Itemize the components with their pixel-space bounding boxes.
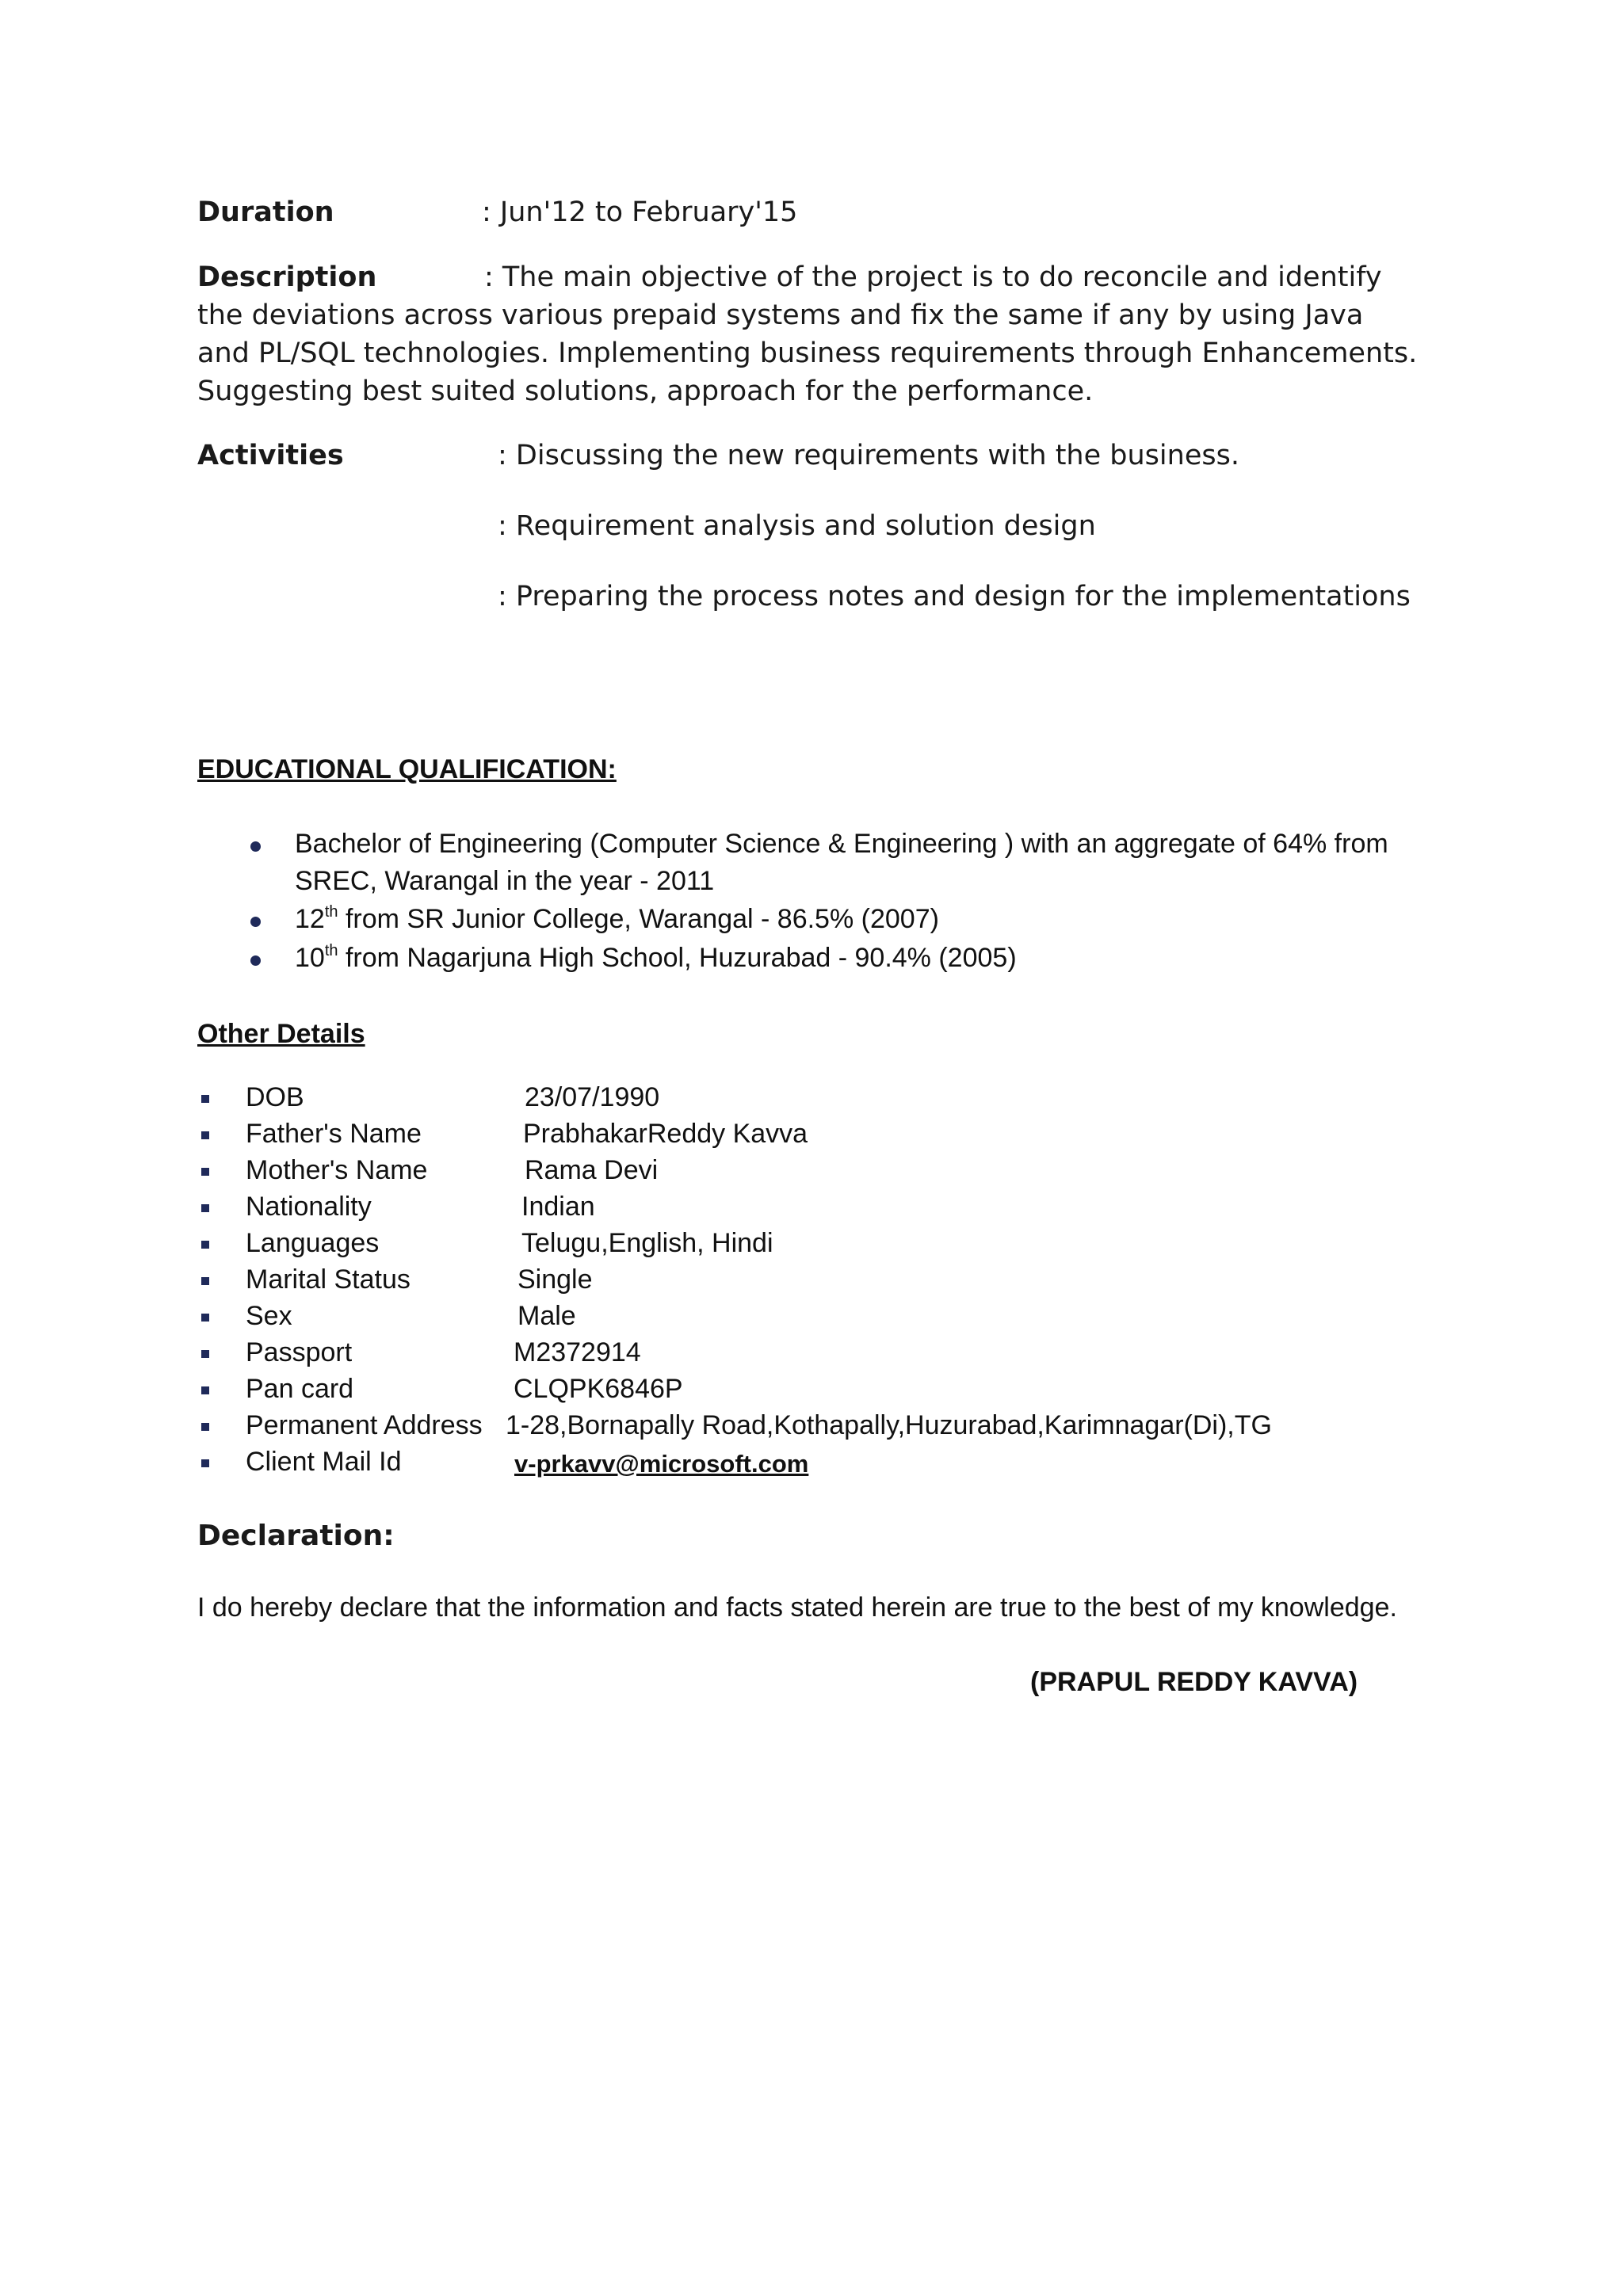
detail-label: Languages [246,1228,380,1258]
declaration-heading: Declaration: [197,1520,395,1552]
activity-item: : Preparing the process notes and design for the implementations [498,581,1411,612]
grade-number: 10 [295,943,325,973]
bullet-icon [250,955,261,966]
detail-label: DOB [246,1082,304,1112]
detail-label: Marital Status [246,1264,411,1295]
declaration-text: I do hereby declare that the information and facts stated herein are true to the best of my knowledge. [197,1592,1397,1623]
bullet-icon [201,1350,209,1358]
bullet-icon [201,1095,209,1103]
bullet-icon [201,1386,209,1394]
detail-value: Male [517,1301,576,1331]
detail-label: Permanent Address [246,1410,483,1440]
detail-value: Telugu,English, Hindi [521,1228,773,1258]
detail-value: CLQPK6846P [514,1374,683,1404]
bullet-icon [250,841,261,852]
duration-value: : Jun'12 to February'15 [482,196,798,228]
education-item-line: Bachelor of Engineering (Computer Science & Engineering ) with an aggregate of 64% from [295,829,1388,859]
detail-label: Pan card [246,1374,354,1404]
activity-item: : Discussing the new requirements with the business. [498,440,1239,471]
detail-label: Nationality [246,1192,372,1222]
detail-value: Indian [521,1192,595,1222]
detail-label: Sex [246,1301,292,1331]
bullet-icon [250,917,261,927]
bullet-icon [201,1423,209,1431]
education-item-text: from Nagarjuna High School, Huzurabad - 90.4% (2005) [338,943,1017,973]
detail-value: 23/07/1990 [525,1082,660,1112]
description-text [197,258,1422,410]
bullet-icon [201,1131,209,1139]
detail-label: Client Mail Id [246,1447,402,1477]
duration-label: Duration [197,196,334,228]
description-label: Description [197,261,377,293]
ordinal-suffix: th [324,903,338,921]
activities-label: Activities [197,440,344,471]
signature-name: (PRAPUL REDDY KAVVA) [1030,1667,1358,1697]
detail-value: Single [517,1264,593,1295]
other-details-heading: Other Details [197,1019,365,1049]
detail-value: M2372914 [514,1337,641,1367]
detail-label: Passport [246,1337,353,1367]
bullet-icon [201,1168,209,1176]
detail-label: Mother's Name [246,1155,428,1185]
detail-value: PrabhakarReddy Kavva [523,1119,808,1149]
bullet-icon [201,1314,209,1322]
education-item-text: from SR Junior College, Warangal - 86.5% (2007) [338,904,939,934]
client-mail-link[interactable]: v-prkavv@microsoft.com [514,1450,809,1478]
detail-label: Father's Name [246,1119,422,1149]
education-item-line: SREC, Warangal in the year - 2011 [295,866,715,896]
education-item [295,904,939,935]
education-heading: EDUCATIONAL QUALIFICATION: [197,754,617,784]
bullet-icon [201,1204,209,1212]
detail-value: 1-28,Bornapally Road,Kothapally,Huzurabad,Karimnagar(Di),TG [506,1410,1272,1440]
description-body: : The main objective of the project is to do reconcile and identify the deviations across various prepaid systems and fix the same if any by using Java and PL/SQL technologies. Implementing business requirements through Enhancements. Suggesting best suited solutions, approach for the performance. [197,261,1418,407]
activity-item: : Requirement analysis and solution design [498,510,1096,542]
detail-value: Rama Devi [525,1155,659,1185]
bullet-icon [201,1241,209,1249]
bullet-icon [201,1277,209,1285]
ordinal-suffix: th [324,942,338,959]
grade-number: 12 [295,904,325,934]
education-item [295,943,1017,974]
bullet-icon [201,1459,209,1467]
